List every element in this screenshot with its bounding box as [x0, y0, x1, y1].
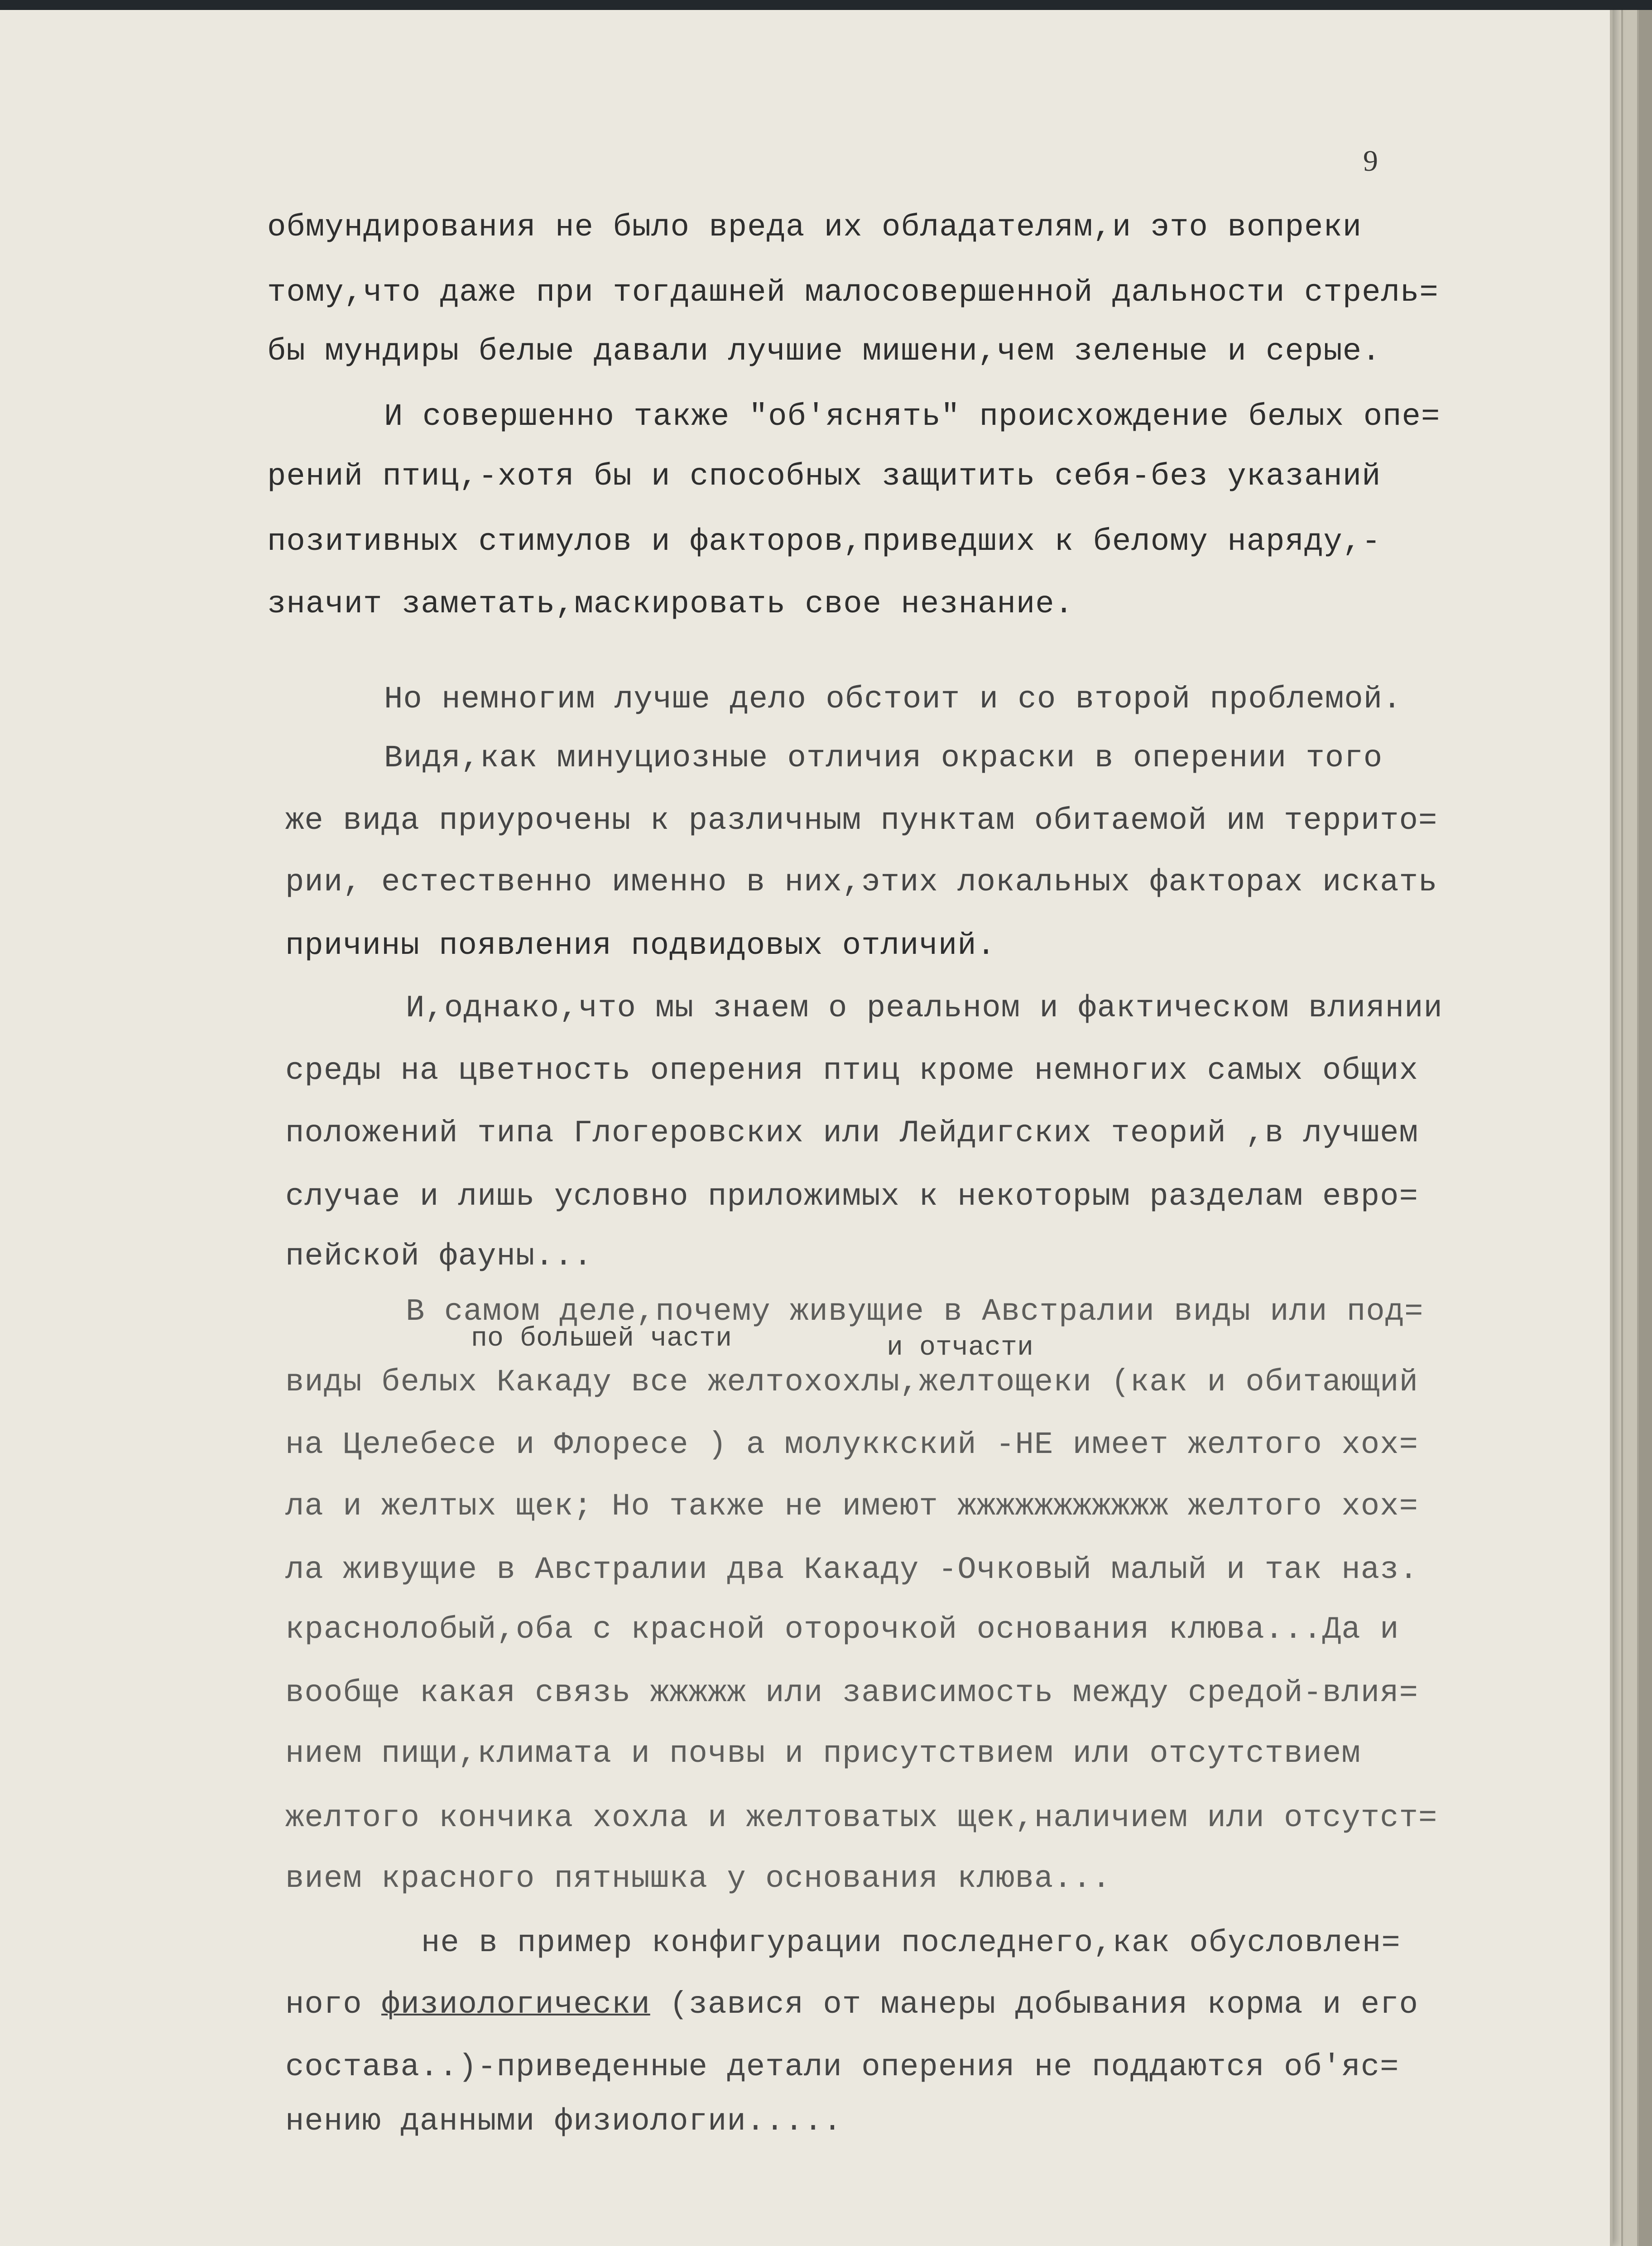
text-line: бы мундиры белые давали лучшие мишени,чем зеленые и серые. — [267, 334, 1381, 369]
text-line: пейской фауны... — [285, 1239, 593, 1274]
text-line: среды на цветность оперения птиц кроме немногих самых общих — [285, 1053, 1418, 1088]
text-line: положений типа Глогеровских или Лейдигских теорий ,в лучшем — [285, 1116, 1418, 1151]
text-line: случае и лишь условно приложимых к некоторым разделам евро= — [285, 1179, 1418, 1214]
text-line: В самом деле,почему живущие в Австралии виды или под= — [406, 1294, 1424, 1329]
text-line: И,однако,что мы знаем о реальном и фактическом влиянии — [406, 991, 1443, 1026]
handwritten-insertion: и отчасти — [887, 1332, 1034, 1363]
text-line: Но немногим лучше дело обстоит и со второй проблемой. — [384, 682, 1402, 717]
text-line: нению данными физиологии..... — [285, 2104, 842, 2139]
text-line: нием пищи,климата и почвы и присутствием или отсутствием — [285, 1736, 1361, 1771]
text-line: тому,что даже при тогдашней малосовершенной дальности стрель= — [267, 275, 1439, 310]
text-line: ла и желтых щек; Но также не имеют жжжжжжжжжжж желтого хох= — [285, 1489, 1418, 1524]
text-line: причины появления подвидовых отличий. — [285, 928, 996, 963]
text-line: обмундирования не было вреда их обладателям,и это вопреки — [267, 210, 1362, 245]
text-line: на Целебесе и Флоресе ) а молуккский -НЕ имеет желтого хох= — [285, 1427, 1418, 1462]
text-line: позитивных стимулов и факторов,приведших к белому наряду,- — [267, 524, 1381, 559]
underlying-page-edge — [1637, 0, 1652, 2246]
text-line: И совершенно также "об'яснять" происхождение белых опе= — [384, 399, 1441, 434]
text-line: вообще какая связь жжжжж или зависимость между средой-влия= — [285, 1675, 1418, 1711]
underlined-word: физиологически — [381, 1987, 650, 2022]
text-line: виды белых Какаду все желтохохлы,желтощеки (как и обитающий — [285, 1365, 1418, 1400]
text-line: ного физиологически (завися от манеры добывания корма и его — [285, 1987, 1419, 2022]
text-line: же вида приурочены к различным пунктам обитаемой им террито= — [285, 803, 1438, 838]
text-line: рии, естественно именно в них,этих локальных факторах искать — [285, 865, 1438, 900]
scan-top-border — [0, 0, 1652, 10]
text-line: Видя,как минуциозные отличия окраски в оперении того — [384, 741, 1383, 776]
text-line: ла живущие в Австралии два Какаду -Очковый малый и так наз. — [285, 1552, 1418, 1587]
text-line: вием красного пятнышка у основания клюва... — [285, 1861, 1111, 1896]
text-line: не в пример конфигурации последнего,как обусловлен= — [421, 1925, 1401, 1961]
text-line: значит заметать,маскировать свое незнание. — [267, 587, 1074, 622]
text-line: состава..)-приведенные детали оперения не поддаются об'яс= — [285, 2049, 1399, 2085]
text-line: желтого кончика хохла и желтоватых щек,наличием или отсутст= — [285, 1800, 1438, 1836]
text-line: рений птиц,-хотя бы и способных защитить себя-без указаний — [267, 459, 1381, 494]
text-line: краснолобый,оба с красной оторочкой основания клюва...Да и — [285, 1612, 1399, 1647]
page-number: 9 — [1363, 144, 1378, 178]
handwritten-insertion: по большей части — [471, 1323, 732, 1354]
